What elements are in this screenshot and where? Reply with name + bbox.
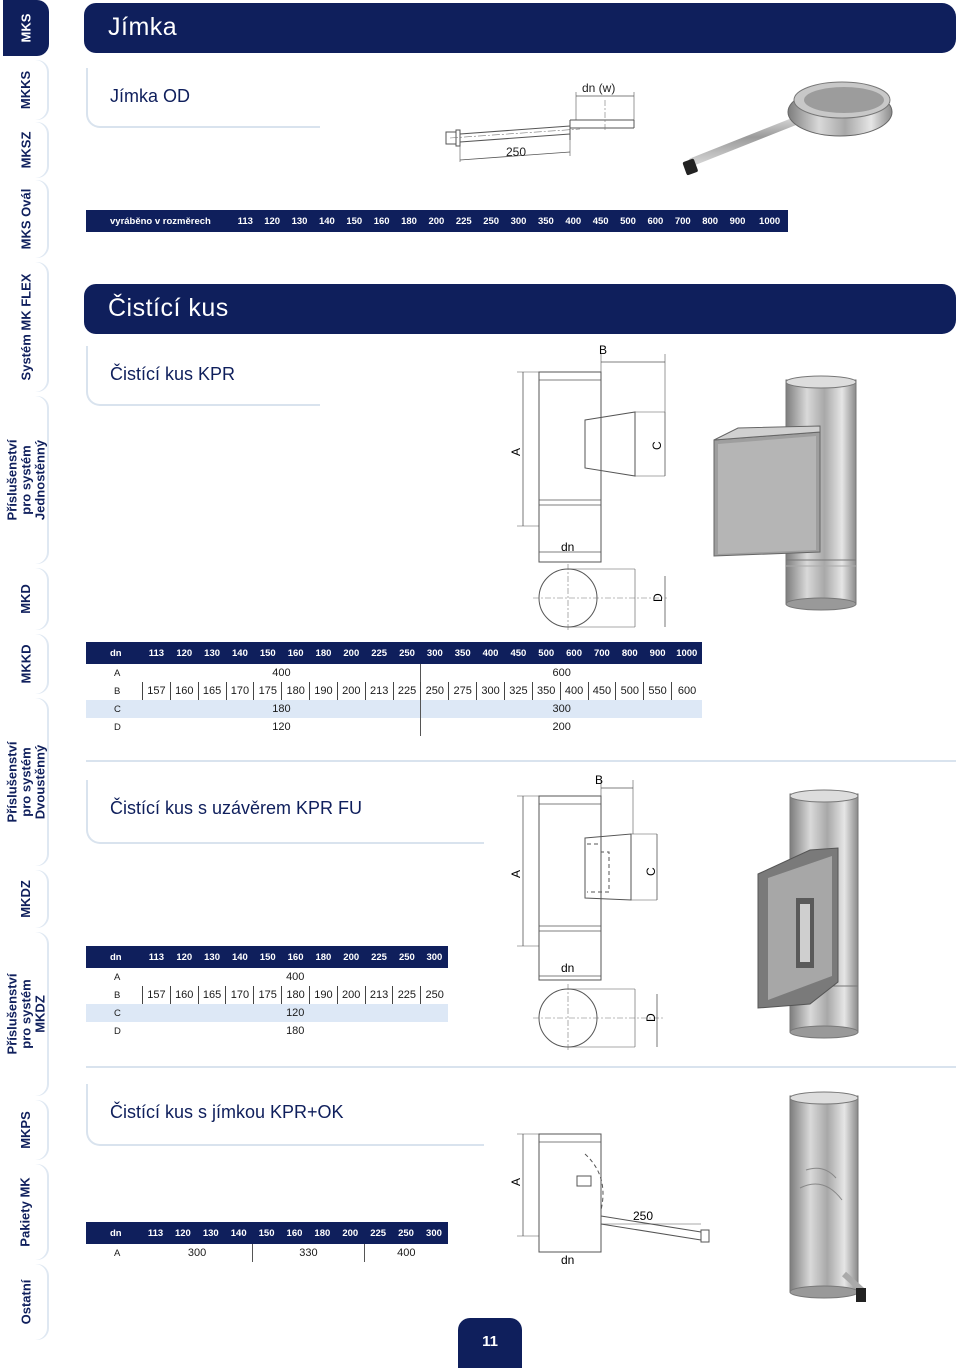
product-name: Čistící kus s uzávěrem KPR FU	[110, 798, 363, 818]
row-label: D	[114, 1025, 121, 1037]
size-cell: 200	[423, 210, 450, 232]
dn-cell: 800	[616, 642, 644, 664]
product-title-kpr-ok	[86, 1084, 484, 1146]
dim-d-label: D	[644, 1013, 658, 1022]
kpr-fu-table	[86, 946, 448, 1040]
kpr-d-small: 120	[272, 721, 291, 733]
kpr-fu-d: 180	[286, 1025, 305, 1037]
kpr-a-large: 600	[421, 664, 702, 682]
b-value-cell: 170	[226, 986, 254, 1004]
kpr-c-large: 300	[421, 700, 702, 718]
size-cell: 400	[560, 210, 587, 232]
b-value-cell: 200	[337, 682, 365, 700]
tab-label: MKKS	[18, 70, 33, 110]
page-number-text: 11	[482, 1333, 498, 1350]
dn-cell: 120	[169, 1222, 197, 1244]
dn-cell: 225	[365, 642, 393, 664]
kpr-fu-drawing	[505, 768, 685, 1058]
dn-cell: 250	[393, 946, 421, 968]
kpr-fu-photo	[752, 786, 872, 1042]
row-label: dn	[86, 1222, 142, 1244]
row-label: A	[114, 971, 121, 983]
dn-cell: 500	[532, 642, 560, 664]
dn-cell: 250	[393, 642, 421, 664]
dim-a-label: A	[509, 1177, 523, 1186]
dn-cell: 113	[142, 1222, 169, 1244]
dn-cell: 225	[364, 1222, 392, 1244]
dn-cell: 300	[420, 1222, 448, 1244]
dim-a-label: A	[509, 447, 523, 456]
dim-b-label: B	[599, 343, 608, 357]
b-value-cell: 300	[477, 682, 505, 700]
b-value-cell: 225	[393, 986, 421, 1004]
dn-cell: 200	[337, 642, 365, 664]
b-value-cell: 165	[198, 682, 226, 700]
kpr-photo	[708, 372, 868, 614]
tab-label: MKPS	[18, 1111, 33, 1149]
tab-ostatni[interactable]	[3, 1264, 49, 1340]
row-label: B	[114, 685, 121, 697]
b-value-cell: 225	[393, 682, 421, 700]
tab-pakiety-mk[interactable]	[3, 1164, 49, 1260]
kpr-table	[86, 642, 702, 736]
kpr-drawing	[505, 340, 685, 630]
dn-cell: 160	[281, 1222, 309, 1244]
b-value-cell: 250	[421, 682, 449, 700]
b-value-cell: 165	[198, 986, 226, 1004]
b-value-cell: 180	[282, 682, 310, 700]
dn-cell: 150	[254, 642, 282, 664]
page-number	[458, 1318, 522, 1368]
tab-label: Příslušenství pro systém Jednostěnný	[4, 439, 47, 521]
dim-dn-label: dn	[561, 1253, 575, 1267]
size-cell: 180	[395, 210, 422, 232]
size-cell: 350	[532, 210, 559, 232]
tab-mkks[interactable]	[3, 60, 49, 120]
size-cell: 225	[450, 210, 477, 232]
dn-cell: 150	[253, 1222, 281, 1244]
dn-cell: 300	[421, 642, 449, 664]
dn-cell: 140	[226, 946, 254, 968]
dim-b-label: B	[595, 773, 604, 787]
b-value-cell: 213	[365, 986, 393, 1004]
tab-label: Příslušenství pro systém MKDZ	[4, 973, 47, 1055]
dim-dn-label: dn	[561, 961, 575, 975]
dn-cell: 225	[365, 946, 393, 968]
product-name: Jímka OD	[110, 86, 191, 106]
product-name: Čistící kus s jímkou KPR+OK	[110, 1102, 344, 1122]
row-label: A	[114, 1247, 121, 1259]
dim-dn-label: dn	[561, 540, 575, 554]
dn-cell: 130	[198, 642, 226, 664]
jimka-sizes-table	[86, 210, 788, 232]
dn-cell: 113	[143, 946, 171, 968]
kpr-ok-drawing	[505, 1120, 720, 1270]
tab-system-mk-flex[interactable]	[3, 262, 49, 392]
b-value-cell: 190	[309, 986, 337, 1004]
size-cell: 140	[313, 210, 340, 232]
product-title-kpr	[86, 346, 320, 406]
tab-label: MKS	[17, 13, 33, 43]
divider	[86, 1066, 956, 1068]
dim-c-label: C	[650, 441, 664, 450]
kpr-ok-a-mid: 330	[253, 1244, 365, 1262]
dim-a-label: A	[509, 869, 523, 878]
dn-cell: 300	[421, 946, 448, 968]
dim-c-label: C	[644, 867, 658, 876]
dn-cell: 250	[392, 1222, 420, 1244]
size-cell: 250	[477, 210, 504, 232]
size-cell: 130	[286, 210, 313, 232]
b-value-cell: 450	[588, 682, 616, 700]
dn-cell: 900	[644, 642, 672, 664]
size-cell: 900	[724, 210, 751, 232]
section-title: Jímka	[108, 13, 178, 41]
sidebar-nav	[0, 0, 52, 1368]
row-label: dn	[86, 946, 143, 968]
tab-label: MKD	[17, 584, 33, 614]
b-value-cell: 190	[310, 682, 338, 700]
tab-label: MKKD	[18, 644, 33, 684]
tab-prislusenstvi-dvousteny[interactable]	[3, 698, 49, 866]
dn-cell: 180	[308, 1222, 336, 1244]
size-cell: 150	[341, 210, 368, 232]
dim-d-label: D	[651, 593, 665, 602]
section-header-cistici-kus	[84, 284, 956, 334]
size-cell: 800	[696, 210, 723, 232]
dn-cell: 120	[170, 946, 198, 968]
dn-cell: 113	[143, 642, 171, 664]
kpr-ok-a-small: 300	[187, 1247, 207, 1259]
row-label: D	[114, 721, 121, 733]
tab-label: MKSZ	[18, 131, 33, 169]
size-cell: 120	[258, 210, 285, 232]
tab-label: MKDZ	[17, 880, 33, 918]
b-value-cell: 500	[616, 682, 644, 700]
b-value-cell: 213	[365, 682, 393, 700]
dn-cell: 350	[449, 642, 477, 664]
tab-label: Příslušenství pro systém Dvoustěnný	[4, 741, 47, 823]
dn-cell: 200	[337, 946, 365, 968]
b-value-cell: 157	[143, 682, 171, 700]
b-value-cell: 550	[644, 682, 672, 700]
section-title: Čistící kus	[108, 294, 229, 322]
divider	[86, 760, 956, 762]
size-cell: 300	[505, 210, 532, 232]
size-cell: 1000	[751, 210, 788, 232]
tab-mkkd[interactable]	[3, 634, 49, 694]
label-250: 250	[506, 145, 527, 159]
size-cell: 450	[587, 210, 614, 232]
size-cell: 160	[368, 210, 395, 232]
dn-cell: 150	[254, 946, 282, 968]
dn-cell: 180	[310, 642, 338, 664]
label-250: 250	[633, 1209, 654, 1223]
row-label: C	[86, 700, 143, 718]
dn-cell: 160	[282, 642, 310, 664]
tab-label: MKS Ovál	[18, 188, 33, 250]
kpr-a-small: 400	[272, 667, 291, 679]
dn-cell: 120	[170, 642, 198, 664]
dn-cell: 1000	[672, 642, 702, 664]
kpr-fu-c: 120	[143, 1004, 449, 1022]
b-value-cell: 157	[143, 986, 171, 1004]
product-title-kpr-fu	[86, 780, 484, 844]
row-label: A	[114, 667, 121, 679]
tab-mksz[interactable]	[3, 122, 49, 178]
dn-cell: 200	[336, 1222, 364, 1244]
section-header-jimka	[84, 3, 956, 53]
tab-mkps[interactable]	[3, 1100, 49, 1160]
tab-prislusenstvi-mkdz[interactable]	[3, 932, 49, 1096]
tab-label: Pakiety MK	[18, 1177, 33, 1247]
dn-cell: 130	[197, 1222, 225, 1244]
dn-cell: 700	[588, 642, 616, 664]
b-value-cell: 170	[226, 682, 254, 700]
b-value-cell: 180	[282, 986, 310, 1004]
dn-cell: 400	[477, 642, 505, 664]
b-value-cell: 275	[449, 682, 477, 700]
dn-cell: 160	[282, 946, 310, 968]
b-value-cell: 200	[337, 986, 365, 1004]
size-cell: 700	[669, 210, 696, 232]
row-label: B	[114, 989, 121, 1001]
b-value-cell: 175	[254, 682, 282, 700]
kpr-ok-table	[86, 1222, 448, 1262]
kpr-ok-photo	[780, 1088, 880, 1308]
sizes-label: vyráběno v rozměrech	[86, 210, 232, 232]
b-value-cell: 175	[254, 986, 282, 1004]
b-value-cell: 400	[560, 682, 588, 700]
kpr-d-large: 200	[421, 718, 702, 736]
b-value-cell: 250	[421, 986, 448, 1004]
product-title-jimka-od	[86, 68, 320, 128]
dn-cell: 140	[225, 1222, 253, 1244]
kpr-c-small: 180	[143, 700, 421, 718]
tab-label: Systém MK FLEX	[18, 273, 34, 381]
dn-cell: 180	[309, 946, 337, 968]
tab-mks[interactable]	[3, 0, 49, 56]
dn-cell: 130	[198, 946, 226, 968]
label-dn-w: dn (w)	[582, 81, 616, 95]
tab-mkd[interactable]	[3, 568, 49, 630]
tab-label: Ostatní	[17, 1279, 33, 1325]
size-cell: 500	[614, 210, 641, 232]
b-value-cell: 160	[170, 682, 198, 700]
jimka-od-drawing	[430, 70, 900, 180]
b-value-cell: 350	[532, 682, 560, 700]
dn-cell: 140	[226, 642, 254, 664]
b-value-cell: 600	[672, 682, 702, 700]
product-name: Čistící kus KPR	[110, 364, 236, 384]
tab-mks-oval[interactable]	[3, 180, 49, 258]
size-cell: 600	[642, 210, 669, 232]
b-value-cell: 325	[504, 682, 532, 700]
row-label: dn	[86, 642, 143, 664]
dn-cell: 450	[504, 642, 532, 664]
tab-prislusenstvi-jednostenny[interactable]	[3, 396, 49, 564]
kpr-fu-a: 400	[286, 971, 305, 983]
tab-mkdz[interactable]	[3, 870, 49, 928]
dn-cell: 600	[560, 642, 588, 664]
size-cell: 113	[232, 210, 258, 232]
kpr-ok-a-large: 400	[364, 1244, 448, 1262]
b-value-cell: 160	[170, 986, 198, 1004]
row-label: C	[86, 1004, 143, 1022]
